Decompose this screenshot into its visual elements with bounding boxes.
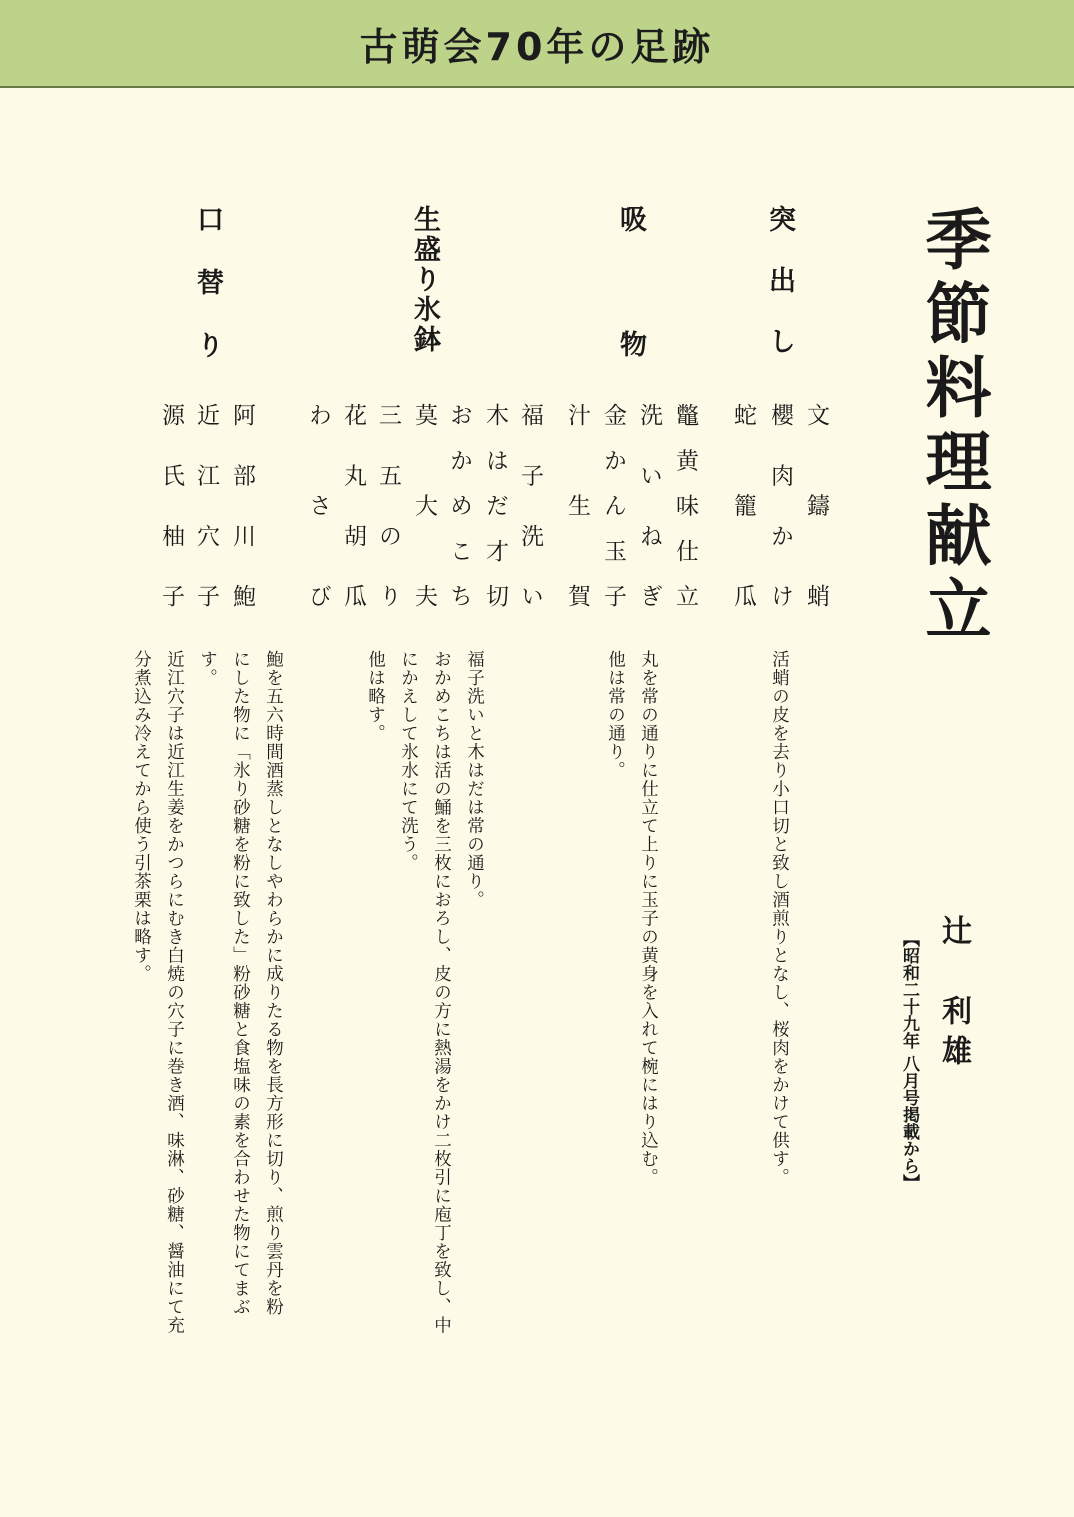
- dish-item: 福子洗い: [517, 403, 543, 607]
- dish-item: 阿部川鮑: [229, 403, 255, 607]
- note-line: 他は常の通り。: [605, 650, 626, 780]
- dish-item: 文鑄蛸: [803, 403, 829, 607]
- dish-item: わさび: [305, 403, 331, 607]
- note-line: 活蛸の皮を去り小口切と致し酒煎りとなし、桜肉をかけて供す。: [769, 650, 790, 1187]
- author-name: 辻 利雄: [936, 915, 971, 1075]
- dish-item: 木はだ才切: [482, 403, 508, 607]
- note-line: にした物に「氷り砂糖を粉に致した」粉砂糖と食塩味の素を合わせた物にてまぶ: [230, 650, 251, 1316]
- category-namamori-hibachi: 生盛り氷鉢: [409, 205, 440, 355]
- note-line: 他は略す。: [365, 650, 386, 743]
- dish-item: 花丸胡瓜: [340, 403, 366, 607]
- note-line: おかめこちは活の鯒を三枚におろし、皮の方に熱湯をかけ二枚引に庖丁を致し、中: [431, 650, 452, 1335]
- dish-item: 櫻肉かけ: [767, 403, 793, 607]
- note-line: す。: [197, 650, 218, 687]
- dish-item: 鼈黄味仕立: [672, 403, 698, 607]
- dish-item: 莫大夫: [411, 403, 437, 607]
- note-line: 近江穴子は近江生姜をかつらにむき白焼の穴子に巻き酒、味淋、砂糖、醤油にて充: [164, 650, 185, 1335]
- note-line: 分煮込み冷えてから使う引茶栗は略す。: [131, 650, 152, 983]
- dish-item: 近江穴子: [193, 403, 219, 607]
- dish-item: 源氏柚子: [158, 403, 184, 607]
- dish-item: 蛇籠瓜: [730, 403, 756, 607]
- category-kuchigawari: 口替り: [192, 205, 223, 394]
- page-title: 季節料理献立: [914, 205, 992, 649]
- category-tsukidashi: 突出し: [764, 205, 795, 388]
- dish-item: 三五のり: [375, 403, 401, 607]
- dish-item: 金かん玉子: [600, 403, 626, 607]
- note-line: 丸を常の通りに仕立て上りに玉子の黄身を入れて椀にはり込む。: [638, 650, 659, 1187]
- publication-source: 【昭和二十九年 八月号掲載から】: [899, 930, 919, 1191]
- dish-item: おかめこち: [446, 403, 472, 607]
- page-banner: [0, 0, 1074, 88]
- dish-item: 汁生賀: [564, 403, 590, 607]
- note-line: 鮑を五六時間酒蒸しとなしやわらかに成りたる物を長方形に切り、煎り雲丹を粉: [263, 650, 284, 1316]
- note-line: にかえして氷水にて洗う。: [398, 650, 419, 872]
- banner-title: 古萌会70年の足跡: [359, 24, 715, 69]
- category-suimono: 吸物: [615, 205, 646, 455]
- note-line: 福子洗いと木はだは常の通り。: [464, 650, 485, 909]
- dish-item: 洗いねぎ: [636, 403, 662, 607]
